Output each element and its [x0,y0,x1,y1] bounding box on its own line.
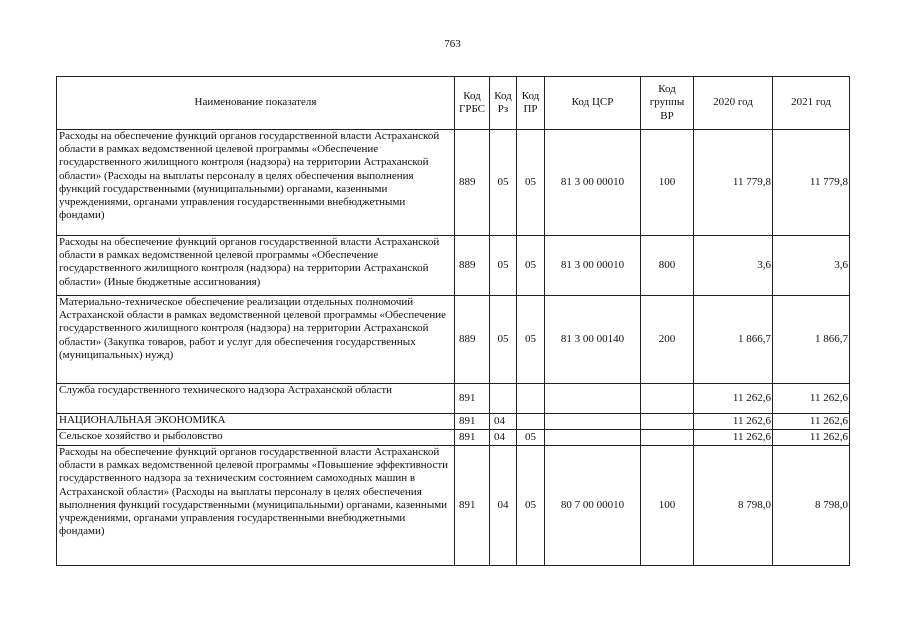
table-row [57,414,850,430]
row-vr [641,384,694,414]
row-rz: 04 [490,414,517,430]
row-name: Расходы на обеспечение функций органов государственной власти Астраханской области в рамках ведомственной целевой программы «Повышение эффективности государственного надзора за техническим состоянием самоходных машин в Астраханской области» (Расходы на выплаты персоналу в целях обеспечения выполнения функций государственными (муниципальными) органами, казенными учреждениями, органами управления государственными внебюджетными фондами) [57,446,455,566]
row-vr: 200 [641,296,694,384]
row-csr [545,430,641,446]
row-rz: 05 [490,130,517,236]
page-number: 763 [444,38,461,50]
row-2021: 11 262,6 [773,430,850,446]
row-pr [517,384,545,414]
header-2021: 2021 год [773,77,850,130]
table-row [57,296,850,384]
row-vr [641,430,694,446]
row-name: Сельское хозяйство и рыболовство [57,430,455,446]
row-2020: 11 262,6 [694,384,773,414]
row-2020: 11 779,8 [694,130,773,236]
row-2021: 8 798,0 [773,446,850,566]
header-csr: Код ЦСР [545,77,641,130]
row-grbs: 891 [455,384,490,414]
row-2020: 1 866,7 [694,296,773,384]
row-pr: 05 [517,296,545,384]
row-2021: 1 866,7 [773,296,850,384]
header-rz: Код Рз [490,77,517,130]
row-name: Расходы на обеспечение функций органов государственной власти Астраханской области в рамках ведомственной целевой программы «Обеспечение государственного жилищного контроля (надзора) на территории Астраханской области» (Расходы на выплаты персоналу в целях обеспечения выполнения функций государственными (муниципальными) органами, казенными учреждениями, органами управления государственными внебюджетными фондами) [57,130,455,236]
row-name: НАЦИОНАЛЬНАЯ ЭКОНОМИКА [57,414,455,430]
header-name: Наименование показателя [57,77,455,130]
row-grbs: 889 [455,296,490,384]
row-csr: 81 3 00 00010 [545,130,641,236]
row-rz [490,384,517,414]
header-pr: Код ПР [517,77,545,130]
table-row [57,236,850,296]
row-rz: 05 [490,236,517,296]
row-2020: 8 798,0 [694,446,773,566]
header-vr: Код группы ВР [641,77,694,130]
row-csr: 81 3 00 00010 [545,236,641,296]
row-grbs: 889 [455,236,490,296]
row-csr: 81 3 00 00140 [545,296,641,384]
row-2021: 11 262,6 [773,384,850,414]
row-2020: 11 262,6 [694,414,773,430]
row-pr: 05 [517,446,545,566]
row-grbs: 891 [455,414,490,430]
budget-table [56,76,850,566]
row-pr: 05 [517,236,545,296]
table-row [57,430,850,446]
row-grbs: 891 [455,446,490,566]
row-grbs: 889 [455,130,490,236]
row-vr: 800 [641,236,694,296]
header-row [57,77,850,130]
row-rz: 04 [490,446,517,566]
table-row [57,446,850,566]
table-row [57,130,850,236]
row-rz: 05 [490,296,517,384]
row-2020: 11 262,6 [694,430,773,446]
row-name: Служба государственного технического надзора Астраханской области [57,384,455,414]
row-2021: 3,6 [773,236,850,296]
row-grbs: 891 [455,430,490,446]
row-pr: 05 [517,430,545,446]
row-2021: 11 779,8 [773,130,850,236]
row-name: Расходы на обеспечение функций органов государственной власти Астраханской области в рамках ведомственной целевой программы «Обеспечение государственного жилищного контроля (надзора) на территории Астраханской области» (Иные бюджетные ассигнования) [57,236,455,296]
row-2020: 3,6 [694,236,773,296]
row-vr [641,414,694,430]
row-pr [517,414,545,430]
row-rz: 04 [490,430,517,446]
header-grbs: Код ГРБС [455,77,490,130]
row-pr: 05 [517,130,545,236]
header-2020: 2020 год [694,77,773,130]
row-name: Материально-техническое обеспечение реализации отдельных полномочий Астраханской области в рамках ведомственной целевой программы «Обеспечение государственного жилищного контроля (надзора) на территории Астраханской области» (Закупка товаров, работ и услуг для обеспечения государственных (муниципальных) нужд) [57,296,455,384]
row-csr [545,384,641,414]
table-row [57,384,850,414]
row-2021: 11 262,6 [773,414,850,430]
row-vr: 100 [641,130,694,236]
row-vr: 100 [641,446,694,566]
row-csr [545,414,641,430]
row-csr: 80 7 00 00010 [545,446,641,566]
